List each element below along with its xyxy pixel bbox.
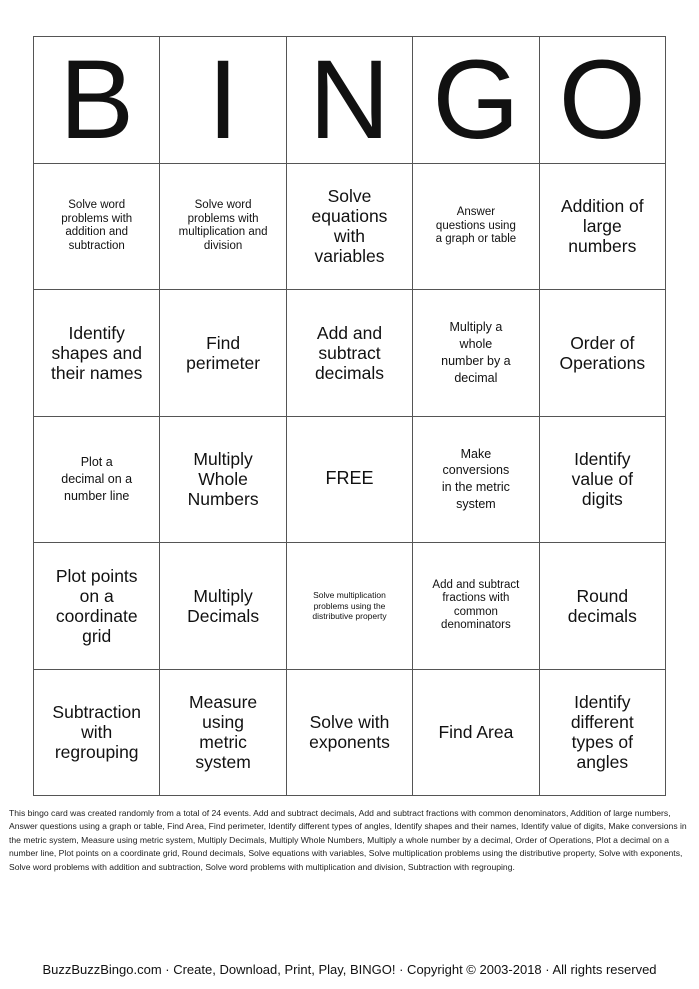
bingo-cell: Answer questions using a graph or table bbox=[413, 164, 539, 291]
bingo-cell: Subtraction with regrouping bbox=[34, 670, 160, 797]
header-letter-g: G bbox=[413, 37, 539, 164]
bingo-cell: Add and subtract decimals bbox=[287, 290, 413, 417]
bingo-cell: Find Area bbox=[413, 670, 539, 797]
bingo-cell: Plot points on a coordinate grid bbox=[34, 543, 160, 670]
bingo-cell: Solve equations with variables bbox=[287, 164, 413, 291]
free-space: FREE bbox=[287, 417, 413, 544]
bingo-cell: Find perimeter bbox=[160, 290, 286, 417]
bingo-cell: Solve multiplication problems using the distributive property bbox=[287, 543, 413, 670]
bingo-cell: Add and subtract fractions with common denominators bbox=[413, 543, 539, 670]
bingo-cell: Measure using metric system bbox=[160, 670, 286, 797]
header-letter-i: I bbox=[160, 37, 286, 164]
bingo-cell: Round decimals bbox=[540, 543, 666, 670]
site-footer: BuzzBuzzBingo.com · Create, Download, Print, Play, BINGO! · Copyright © 2003-2018 · All rights reserved bbox=[42, 962, 657, 977]
bingo-cell: Identify value of digits bbox=[540, 417, 666, 544]
bingo-cell: Solve word problems with multiplication and division bbox=[160, 164, 286, 291]
bingo-cell: Addition of large numbers bbox=[540, 164, 666, 291]
header-letter-b: B bbox=[34, 37, 160, 164]
bingo-cell: Solve word problems with addition and subtraction bbox=[34, 164, 160, 291]
bingo-cell: Order of Operations bbox=[540, 290, 666, 417]
bingo-cell: Make conversions in the metric system bbox=[413, 417, 539, 544]
bingo-cell: Multiply Decimals bbox=[160, 543, 286, 670]
bingo-card bbox=[33, 36, 666, 796]
bingo-cell: Plot a decimal on a number line bbox=[34, 417, 160, 544]
bingo-cell: Multiply Whole Numbers bbox=[160, 417, 286, 544]
bingo-cell: Identify different types of angles bbox=[540, 670, 666, 797]
header-letter-o: O bbox=[540, 37, 666, 164]
bingo-cell: Multiply a whole number by a decimal bbox=[413, 290, 539, 417]
event-list-note: This bingo card was created randomly from a total of 24 events. Add and subtract decimals, Add and subtract fractions with common denominators, Addition of large numbers, Answer questions using a graph or table, Find Area, Find perimeter, Identify different types of angles, Identify shapes and their names, Identify value of digits, Make conversions in the metric system, Measure using metric system, Multiply Decimals, Multiply Whole Numbers, Multiply a whole number by a decimal, Order of Operations, Plot a decimal on a number line, Plot points on a coordinate grid, Round decimals, Solve equations with variables, Solve multiplication problems using the distributive property, Solve with exponents, Solve word problems with addition and subtraction, Solve word problems with multiplication and division, Subtraction with regrouping. bbox=[9, 808, 687, 872]
header-letter-n: N bbox=[287, 37, 413, 164]
bingo-cell: Identify shapes and their names bbox=[34, 290, 160, 417]
bingo-cell: Solve with exponents bbox=[287, 670, 413, 797]
